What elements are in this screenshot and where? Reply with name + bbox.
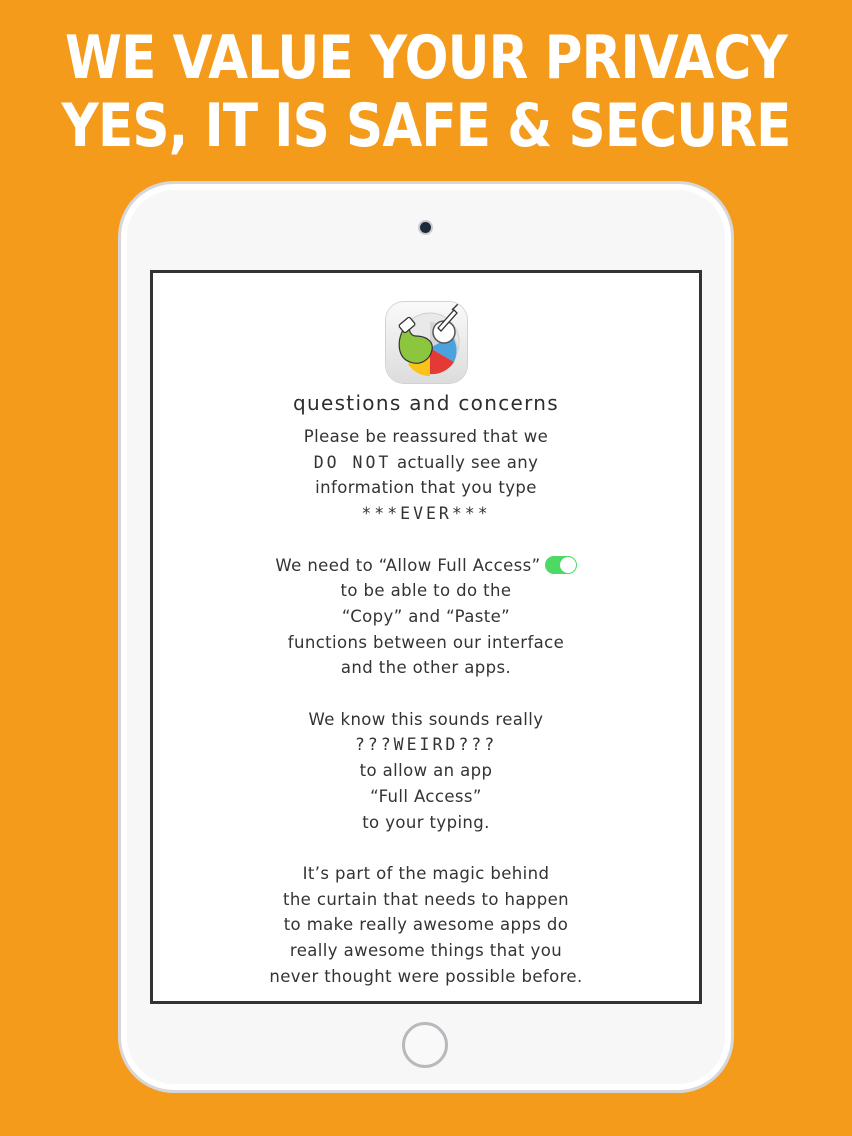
home-button[interactable] bbox=[402, 1022, 448, 1068]
paragraph-gap bbox=[153, 681, 699, 707]
text-line-ever: ***EVER*** bbox=[361, 504, 491, 524]
full-access-toggle[interactable] bbox=[545, 556, 577, 574]
text-line: to allow an app bbox=[359, 761, 493, 781]
screen-title: questions and concerns bbox=[293, 391, 559, 415]
text-line: the curtain that needs to happen bbox=[282, 889, 570, 909]
text-line: “Full Access” bbox=[370, 786, 482, 806]
text-line: “Copy” and “Paste” bbox=[341, 606, 511, 626]
text-line: functions between our interface bbox=[287, 632, 565, 652]
text-fragment: actually see any bbox=[391, 452, 539, 472]
paragraph-gap bbox=[153, 527, 699, 553]
text-line: Please be reassured that we bbox=[303, 427, 549, 446]
toggle-knob bbox=[560, 557, 576, 573]
text-line: to be able to do the bbox=[340, 581, 512, 601]
privacy-message bbox=[153, 388, 699, 989]
text-line bbox=[153, 553, 699, 579]
text-line: It’s part of the magic behind bbox=[302, 863, 550, 883]
text-line bbox=[153, 450, 699, 476]
emphasis-do-not: DO NOT bbox=[313, 452, 392, 472]
text-line: information that you type bbox=[315, 478, 537, 498]
text-line: really awesome things that you bbox=[289, 941, 563, 961]
text-line: to make really awesome apps do bbox=[283, 915, 569, 935]
palette-brush-app-icon bbox=[386, 302, 467, 383]
text-line-weird: ???WEIRD??? bbox=[354, 735, 498, 755]
text-fragment: We need to “Allow Full Access” bbox=[275, 555, 541, 575]
camera-icon bbox=[420, 222, 431, 233]
headline-safe-secure: YES, IT IS SAFE & SECURE bbox=[61, 91, 791, 161]
headline-privacy: WE VALUE YOUR PRIVACY bbox=[65, 23, 787, 93]
text-line: to your typing. bbox=[362, 812, 490, 832]
text-line: never thought were possible before. bbox=[269, 966, 583, 986]
text-line: We know this sounds really bbox=[308, 709, 544, 729]
text-line: and the other apps. bbox=[340, 658, 512, 678]
paragraph-gap bbox=[153, 835, 699, 861]
